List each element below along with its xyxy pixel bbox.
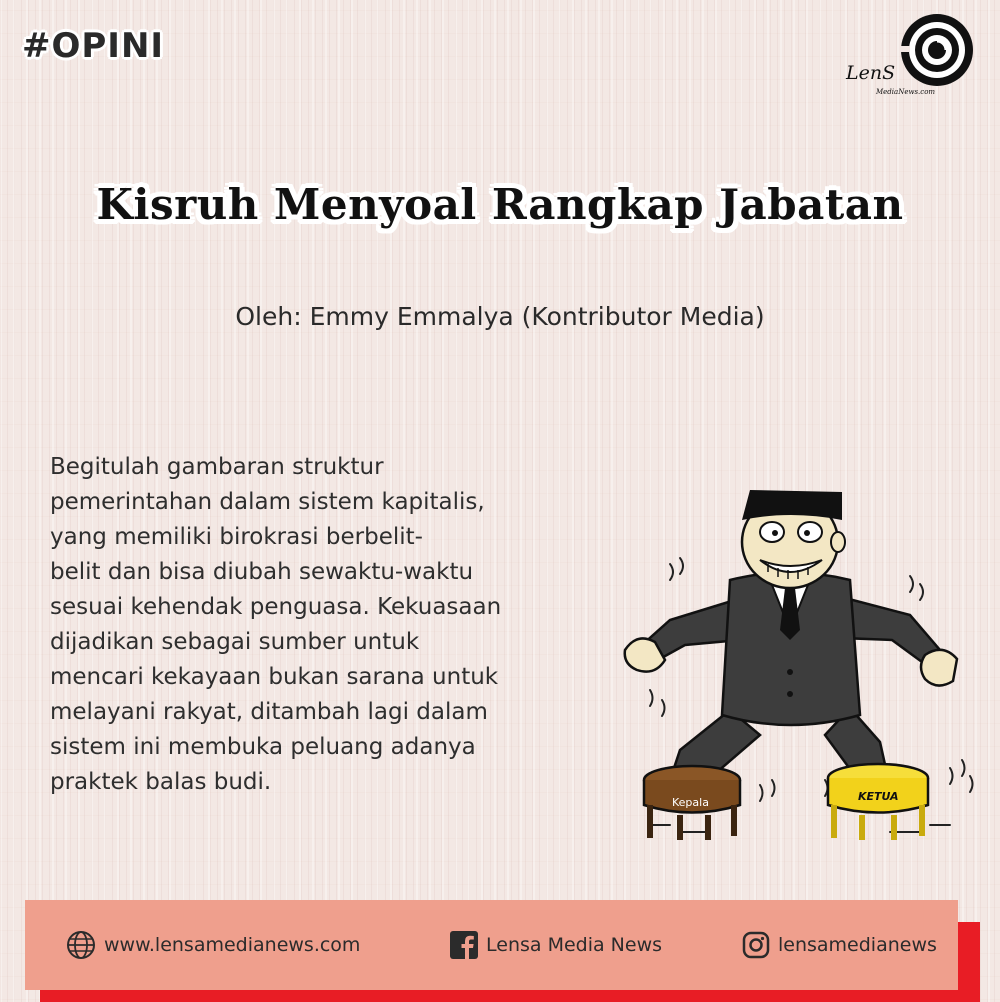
head	[742, 490, 845, 588]
right-arm	[842, 598, 957, 686]
body-line: melayani rakyat, ditambah lagi dalam	[50, 699, 488, 725]
opini-tag: #OPINI	[22, 26, 165, 66]
body-line: mencari kekayaan bukan sarana untuk	[50, 664, 499, 690]
left-arm	[625, 600, 740, 672]
logo-brand-text: LenS	[846, 62, 896, 84]
torso	[722, 573, 860, 726]
left-chair-label: Kepala	[672, 796, 709, 809]
footer-facebook-label: Lensa Media News	[486, 934, 663, 956]
lensa-media-logo	[842, 10, 982, 100]
body-line: praktek balas budi.	[50, 769, 272, 795]
footer-instagram-label: lensamedianews	[778, 934, 937, 956]
left-chair	[644, 766, 740, 840]
body-line: belit dan bisa diubah sewaktu-waktu	[50, 559, 474, 585]
footer-website-label: www.lensamedianews.com	[104, 934, 361, 956]
lens-logo-icon	[842, 10, 982, 100]
article-title: Kisruh Menyoal Rangkap Jabatan	[96, 180, 904, 229]
body-line: Begitulah gambaran struktur	[50, 454, 384, 480]
body-line: dijadikan sebagai sumber untuk	[50, 629, 420, 655]
body-line: sistem ini membuka peluang adanya	[50, 734, 476, 760]
article-author: Oleh: Emmy Emmalya (Kontributor Media)	[235, 302, 765, 331]
body-line: pemerintahan dalam sistem kapitalis,	[50, 489, 485, 515]
facebook-icon	[450, 931, 478, 959]
right-chair	[828, 764, 928, 840]
footer-instagram[interactable]	[742, 930, 937, 960]
body-line: sesuai kehendak penguasa. Kekuasaan	[50, 594, 502, 620]
article-body	[50, 450, 610, 800]
footer-facebook[interactable]	[450, 930, 662, 960]
globe-icon	[66, 930, 96, 960]
cartoon-illustration	[610, 480, 980, 860]
right-chair-label: KETUA	[858, 790, 899, 803]
body-line: yang memiliki birokrasi berbelit-	[50, 524, 423, 550]
instagram-icon	[742, 931, 770, 959]
footer-website[interactable]	[66, 930, 360, 960]
logo-brand-subtext: MediaNews.com	[876, 88, 936, 96]
